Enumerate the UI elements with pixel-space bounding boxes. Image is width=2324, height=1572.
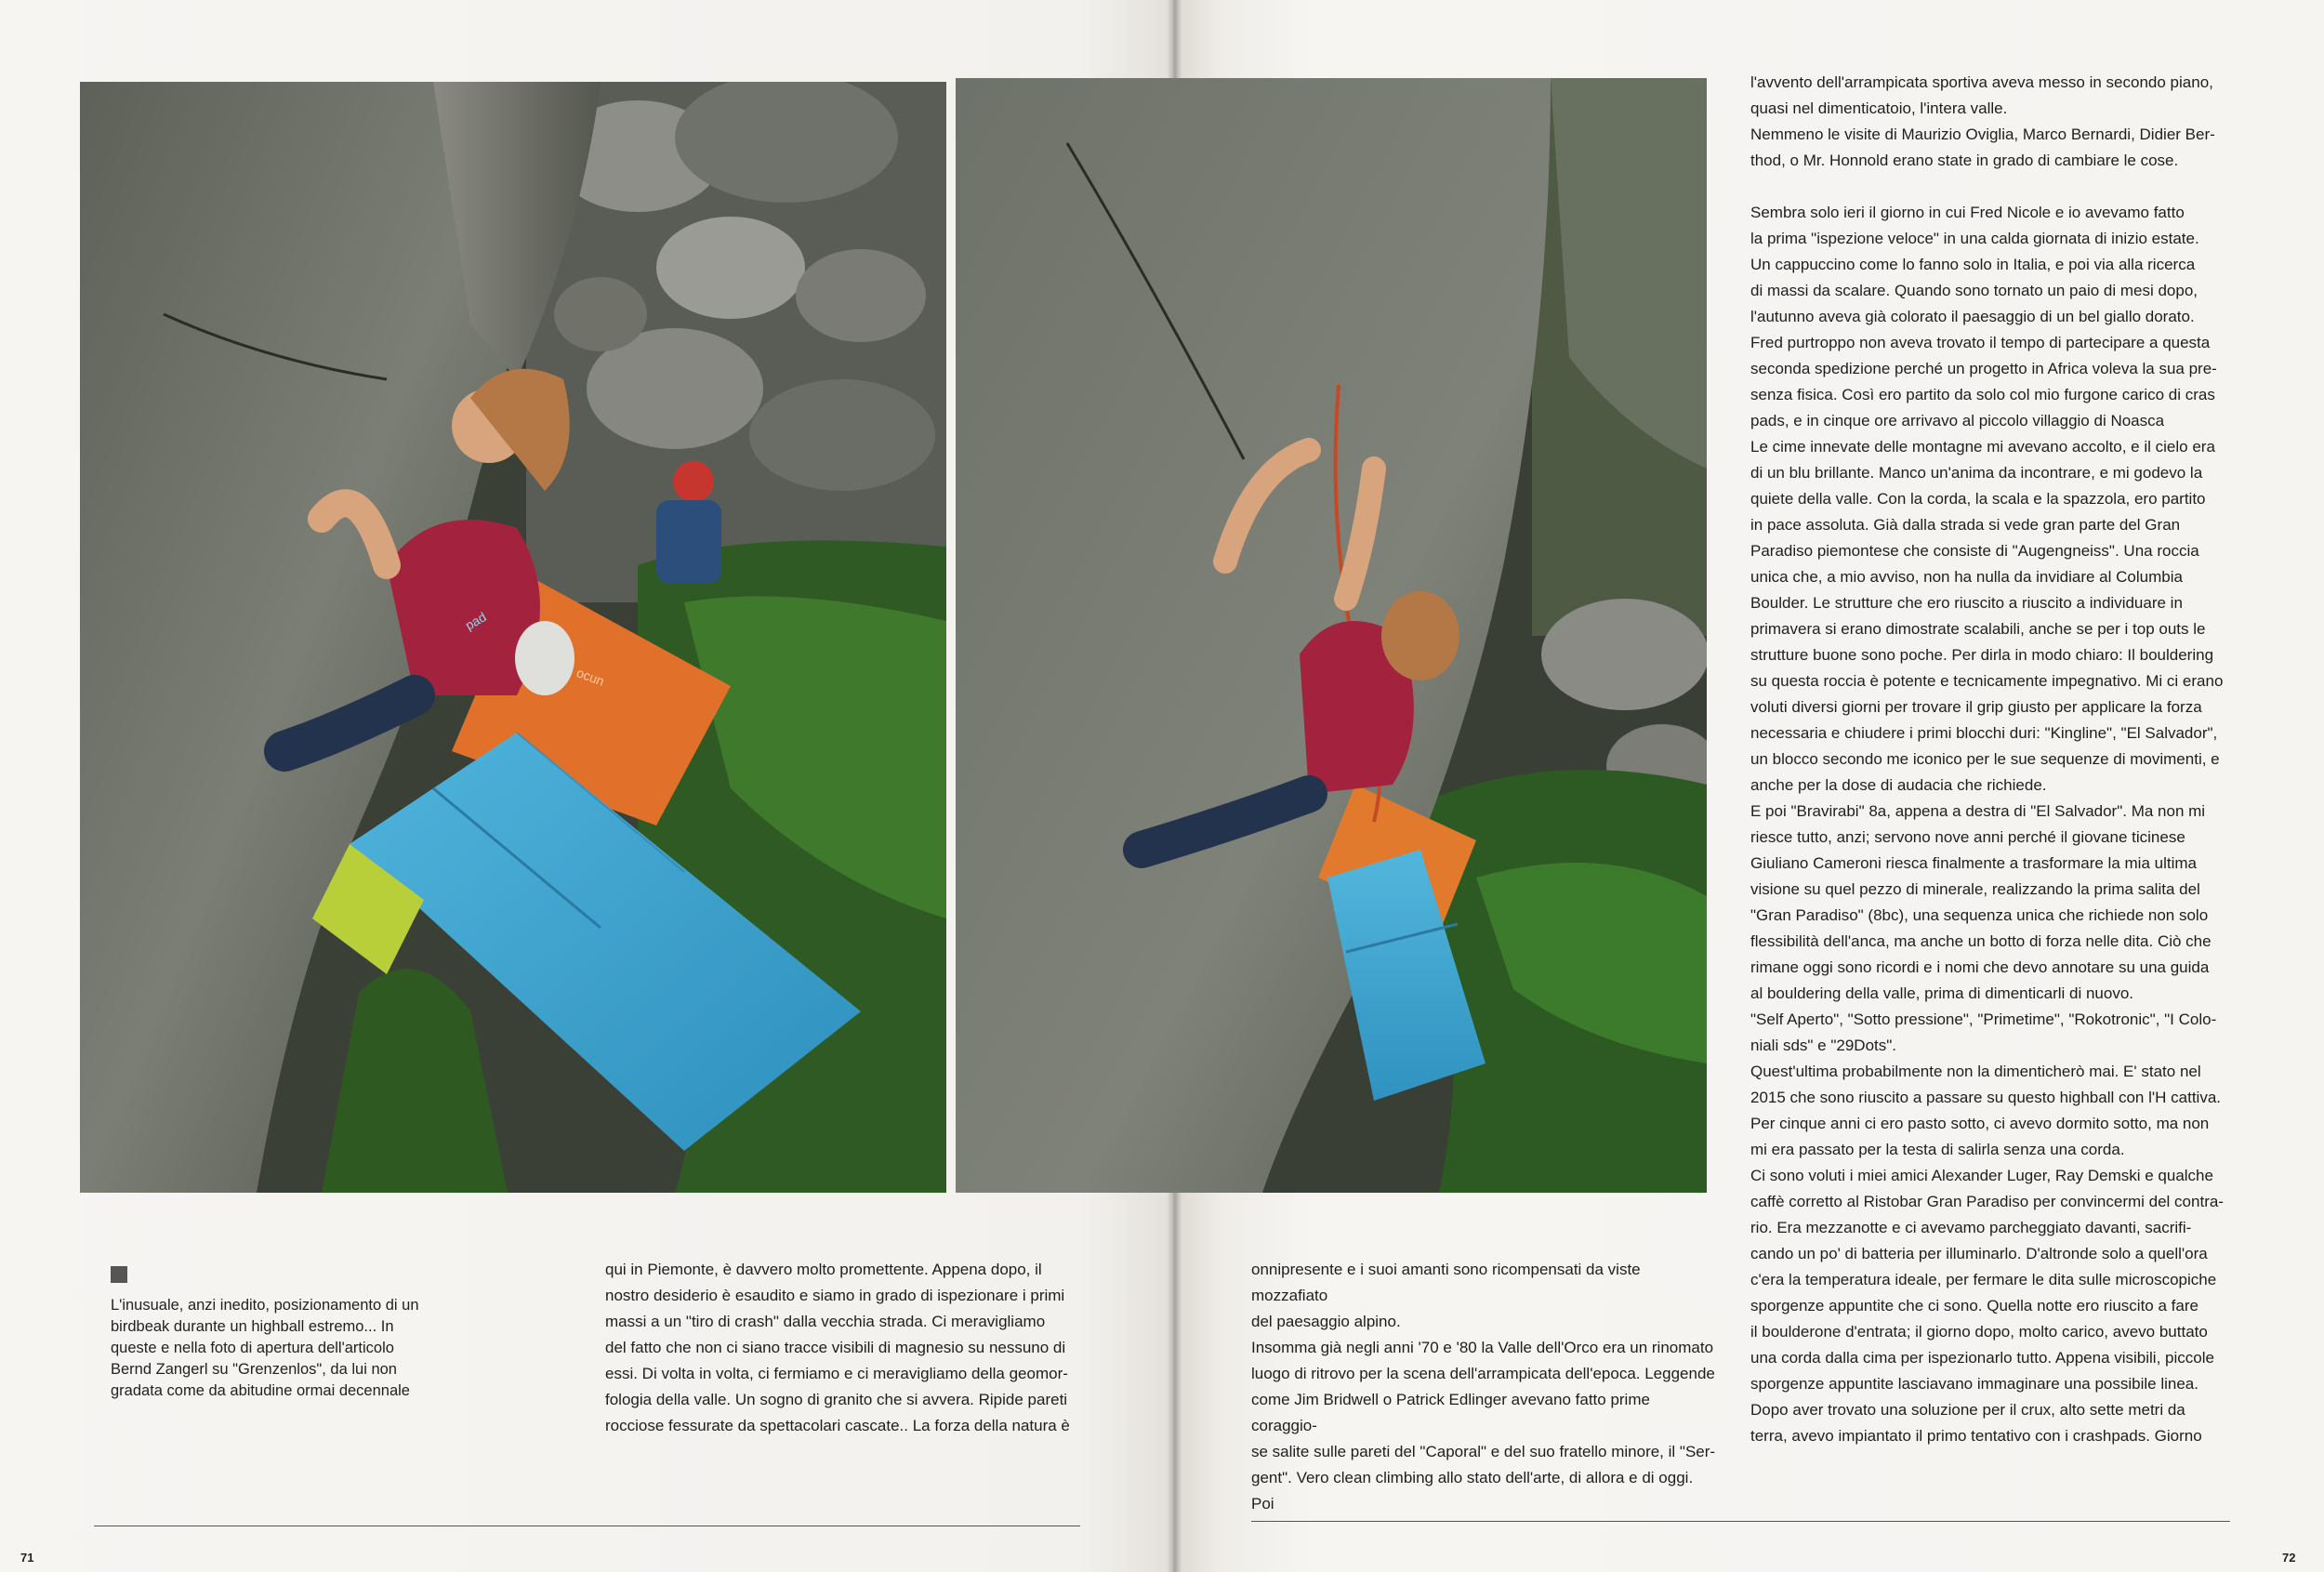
footer-rule-right — [1251, 1521, 2230, 1522]
pad-label-2: ocun — [574, 665, 607, 689]
text-line: rocciose fessurate da spettacolari cascate.. La forza della natura è — [605, 1417, 1070, 1434]
text-line: c'era la temperatura ideale, per fermare le dita sulle microscopiche — [1750, 1271, 2217, 1288]
text-column-left-bottom — [605, 1257, 1079, 1439]
text-line: il boulderone d'entrata; il giorno dopo, molto carico, avevo buttato — [1750, 1323, 2208, 1341]
text-line: Per cinque anni ci ero pasto sotto, ci avevo dormito sotto, ma non — [1750, 1115, 2210, 1132]
text-line: 2015 che sono riuscito a passare su questo highball con l'H cattiva. — [1750, 1089, 2221, 1106]
photo-right-climber — [956, 78, 1707, 1193]
text-line: in pace assoluta. Già dalla strada si vede gran parte del Gran — [1750, 516, 2181, 534]
text-line: quasi nel dimenticatoio, l'intera valle. — [1750, 99, 2008, 117]
text-line: l'autunno aveva già colorato il paesaggio di un bel giallo dorato. — [1750, 308, 2195, 325]
photo-right-illustration — [956, 78, 1707, 1193]
text-line: niali sds" e "29Dots". — [1750, 1037, 1897, 1054]
text-line: visione su quel pezzo di minerale, realizzando la prima salita del — [1750, 880, 2200, 898]
text-line: Paradiso piemontese che consiste di "Augengneiss". Una roccia — [1750, 542, 2199, 560]
text-line: del paesaggio alpino. — [1251, 1313, 1401, 1330]
text-line: senza fisica. Così ero partito da solo col mio furgone carico di cras — [1750, 386, 2215, 403]
text-line: Quest'ultima probabilmente non la dimenticherò mai. E' stato nel — [1750, 1063, 2201, 1080]
text-line: su questa roccia è potente e tecnicamente impegnativo. Mi ci erano — [1750, 672, 2224, 690]
text-column-right-side — [1750, 70, 2234, 1449]
text-column-right-side-body — [1750, 200, 2234, 1449]
text-line: mi era passato per la testa di salirla senza una corda. — [1750, 1141, 2125, 1158]
text-line: flessibilità dell'anca, ma anche un botto di forza nelle dita. Ciò che — [1750, 932, 2212, 950]
text-line: gent". Vero clean climbing allo stato dell'arte, di allora e di oggi. Poi — [1251, 1469, 1694, 1513]
pad-label: pad — [462, 609, 489, 633]
text-line: riesce tutto, anzi; servono nove anni perché il giovane ticinese — [1750, 828, 2185, 846]
text-line: anche per la dose di audacia che richiede. — [1750, 776, 2047, 794]
text-line: rimane oggi sono ricordi e i nomi che devo annotare su una guida — [1750, 958, 2210, 976]
text-line: sporgenze appuntite che ci sono. Quella notte ero riuscito a fare — [1750, 1297, 2199, 1314]
page-number-left: 71 — [20, 1551, 34, 1565]
text-line: come Jim Bridwell o Patrick Edlinger avevano fatto prime coraggio- — [1251, 1391, 1650, 1434]
text-line: luogo di ritrovo per la scena dell'arrampicata dell'epoca. Leggende — [1251, 1365, 1715, 1382]
text-line: Insomma già negli anni '70 e '80 la Valle dell'Orco era un rinomato — [1251, 1339, 1714, 1356]
text-line: primavera si erano dimostrate scalabili, anche se per i top outs le — [1750, 620, 2206, 638]
text-line: un blocco secondo me iconico per le sue sequenze di movimenti, e — [1750, 750, 2220, 768]
text-line: l'avvento dell'arrampicata sportiva aveva messo in secondo piano, — [1750, 73, 2213, 91]
text-line: nostro desiderio è esaudito e siamo in grado di ispezionare i primi — [605, 1287, 1065, 1304]
text-line: strutture buone sono poche. Per dirla in modo chiaro: Il bouldering — [1750, 646, 2214, 664]
text-line: se salite sulle pareti del "Caporal" e del suo fratello minore, il "Ser- — [1251, 1443, 1716, 1460]
text-line: una corda dalla cima per ispezionarlo tutto. Appena visibili, piccole — [1750, 1349, 2214, 1367]
text-line: sporgenze appuntite lasciavano immaginare una possibile linea. — [1750, 1375, 2199, 1393]
text-line: terra, avevo impiantato il primo tentativo con i crashpads. Giorno — [1750, 1427, 2202, 1445]
text-line: al bouldering della valle, prima di dimenticarli di nuovo. — [1750, 984, 2134, 1002]
text-line: Ci sono voluti i miei amici Alexander Luger, Ray Demski e qualche — [1750, 1167, 2213, 1184]
text-line: la prima "ispezione veloce" in una calda giornata di inizio estate. — [1750, 230, 2199, 247]
text-line: Boulder. Le strutture che ero riuscito a riuscito a individuare in — [1750, 594, 2183, 612]
text-line: voluti diversi giorni per trovare il grip giusto per applicare la forza — [1750, 698, 2202, 716]
text-line: caffè corretto al Ristobar Gran Paradiso per convincermi del contra- — [1750, 1193, 2224, 1210]
photo-left-illustration — [80, 82, 946, 1193]
text-line: Dopo aver trovato una soluzione per il crux, alto sette metri da — [1750, 1401, 2185, 1419]
text-line: Giuliano Cameroni riesca finalmente a trasformare la mia ultima — [1750, 854, 2197, 872]
caption-marker — [111, 1266, 127, 1283]
text-line: qui in Piemonte, è davvero molto promettente. Appena dopo, il — [605, 1261, 1042, 1278]
text-line: Fred purtroppo non aveva trovato il tempo di partecipare a questa — [1750, 334, 2211, 351]
text-line: "Gran Paradiso" (8bc), una sequenza unica che richiede non solo — [1750, 906, 2209, 924]
text-line: Nemmeno le visite di Maurizio Oviglia, Marco Bernardi, Didier Ber- — [1750, 125, 2215, 143]
text-line: massi a un "tiro di crash" dalla vecchia strada. Ci meravigliamo — [605, 1313, 1046, 1330]
text-line: onnipresente e i suoi amanti sono ricompensati da viste mozzafiato — [1251, 1261, 1641, 1304]
text-line: thod, o Mr. Honnold erano state in grado di cambiare le cose. — [1750, 152, 2179, 169]
text-line: "Self Aperto", "Sotto pressione", "Primetime", "Rokotronic", "I Colo- — [1750, 1011, 2217, 1028]
text-line: Sembra solo ieri il giorno in cui Fred Nicole e io avevamo fatto — [1750, 204, 2185, 221]
text-line: quiete della valle. Con la corda, la scala e la spazzola, ero partito — [1750, 490, 2206, 508]
text-line: pads, e in cinque ore arrivavo al piccolo villaggio di Noasca — [1750, 412, 2165, 429]
text-line: cando un po' di batteria per illuminarlo. D'altronde solo a quell'ora — [1750, 1245, 2208, 1262]
text-line: del fatto che non ci siano tracce visibili di magnesio su nessuno di — [605, 1339, 1066, 1356]
text-line: di un blu brillante. Manco un'anima da incontrare, e mi godevo la — [1750, 464, 2203, 482]
page-number-right: 72 — [2282, 1551, 2296, 1565]
photo-caption: L'inusuale, anzi inedito, posizionamento di un birdbeak durante un highball estremo... In queste e nella foto di apertura dell'articolo Bernd Zangerl su "Grenzenlos", da lui non gradata come da abitudine ormai decennale — [111, 1297, 419, 1399]
text-line: rio. Era mezzanotte e ci avevamo parcheggiato davanti, sacrifi- — [1750, 1219, 2192, 1236]
paragraph-gap — [1750, 174, 2234, 200]
text-line: E poi "Bravirabi" 8a, appena a destra di "El Salvador". Ma non mi — [1750, 802, 2206, 820]
text-column-right-bottom — [1251, 1257, 1716, 1517]
text-line: seconda spedizione perché un progetto in Africa voleva la sua pre- — [1750, 360, 2217, 377]
text-line: fologia della valle. Un sogno di granito che si avvera. Ripide pareti — [605, 1391, 1068, 1408]
text-line: necessaria e chiudere i primi blocchi duri: "Kingline", "El Salvador", — [1750, 724, 2218, 742]
text-line: unica che, a mio avviso, non ha nulla da invidiare al Columbia — [1750, 568, 2183, 586]
text-line: di massi da scalare. Quando sono tornato un paio di mesi dopo, — [1750, 282, 2199, 299]
photo-left-climber — [80, 82, 946, 1193]
text-line: essi. Di volta in volta, ci fermiamo e ci meravigliamo della geomor- — [605, 1365, 1068, 1382]
text-line: Un cappuccino come lo fanno solo in Italia, e poi via alla ricerca — [1750, 256, 2196, 273]
text-line: Le cime innevate delle montagne mi avevano accolto, e il cielo era — [1750, 438, 2215, 456]
